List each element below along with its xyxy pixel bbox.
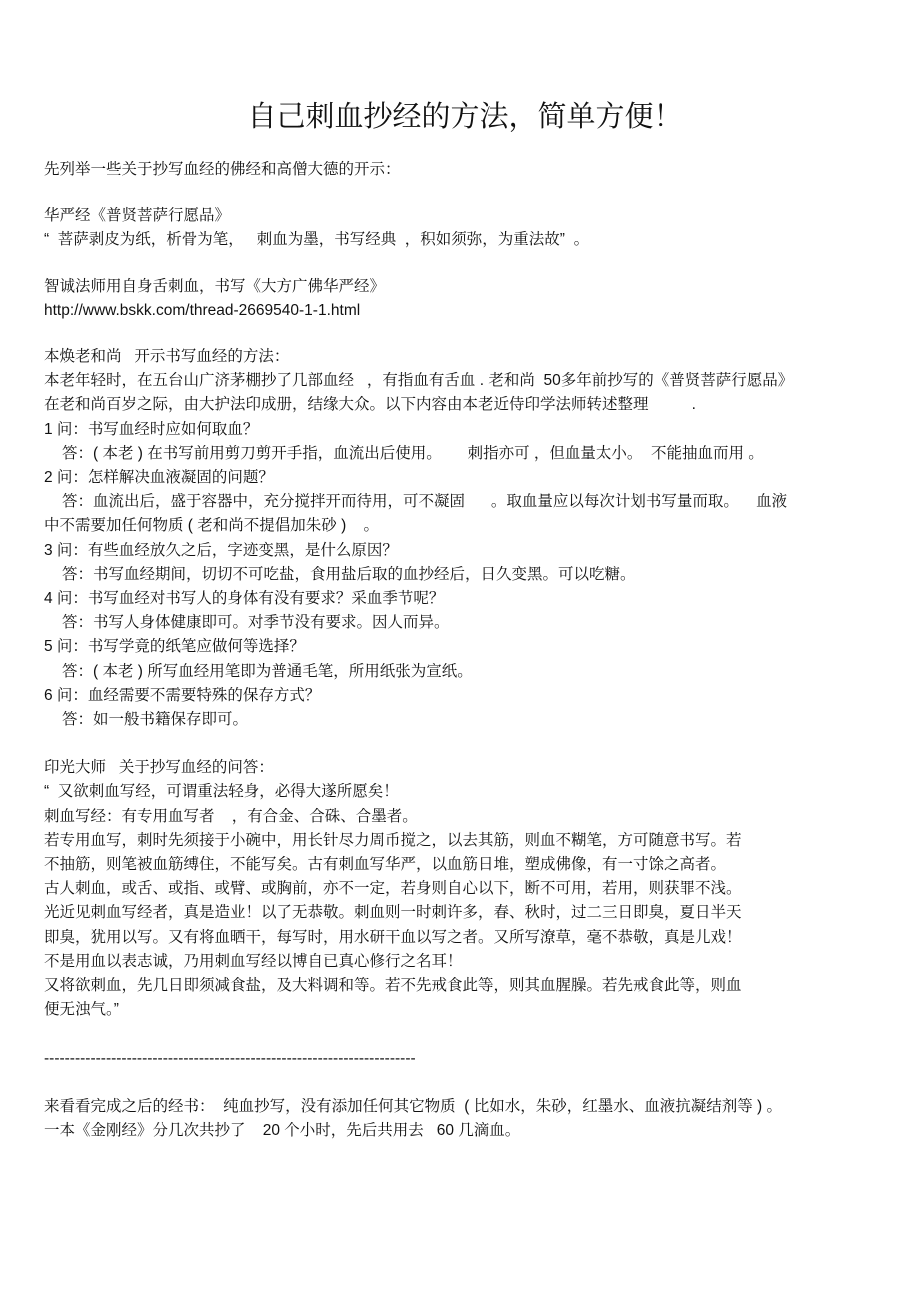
qa-question: 5 问：书写学竟的纸笔应做何等选择？ [44, 638, 305, 656]
qa-answer: 答：( 本老 ) 在书写前用剪刀剪开手指，血流出后使用。 刺指亦可 ，但血量太小。 不能抽血而用 。 [62, 444, 764, 462]
huayan-heading: 华严经《普贤菩萨行愿品》 [44, 207, 231, 225]
intro-text: 先列举一些关于抄写血经的佛经和高僧大德的开示： [44, 161, 401, 178]
zhicheng-link[interactable]: http://www.bskk.com/thread-2669540-1-1.html [44, 301, 361, 319]
yinguang-line: 不抽筋，则笔被血筋缚住，不能写矣。古有刺血写华严，以血筋日堆，塑成佛像，有一寸馀之高者。 [44, 856, 727, 874]
qa-answer: 答：书写血经期间，切切不可吃盐，食用盐后取的血抄经后，日久变黑。可以吃糖。 [62, 565, 636, 583]
document-body [44, 158, 894, 1143]
closing-line: 来看看完成之后的经书： 纯血抄写，没有添加任何其它物质 ( 比如水，朱砂，红墨水、血液抗凝结剂等 ) 。 [44, 1097, 782, 1115]
yinguang-line: 古人刺血，或舌、或指、或臂、或胸前，亦不一定，若身则自心以下，断不可用，若用，则获罪不浅。 [44, 880, 742, 898]
yinguang-line: 不是用血以表志诚，乃用刺血写经以博自已真心修行之名耳！ [44, 952, 463, 970]
qa-question: 4 问：书写血经对书写人的身体有没有要求？采血季节呢？ [44, 590, 445, 608]
qa-question: 6 问：血经需要不需要特殊的保存方式？ [44, 686, 321, 704]
dashed-divider: ------------------------------------------------------------------------ [44, 1049, 416, 1067]
yinguang-line: 即臭，犹用以写。又有将血晒干，每写时，用水研干血以写之者。又所写潦草，毫不恭敬，真是儿戏！ [44, 928, 742, 946]
yinguang-line: 光近见刺血写经者，真是造业！以了无恭敬。刺血则一时刺许多，春、秋时，过二三日即臭，夏日半天 [44, 904, 742, 922]
zhicheng-heading: 智诚法师用自身舌刺血，书写《大方广佛华严经》 [44, 277, 386, 295]
yinguang-line: 便无浊气。” [44, 1001, 119, 1019]
qa-answer-continued: 中不需要加任何物质 ( 老和尚不提倡加朱砂 ) 。 [44, 517, 379, 535]
qa-question: 3 问：有些血经放久之后，字迹变黑，是什么原因？ [44, 541, 398, 559]
yinguang-line: “ 又欲刺血写经，可谓重法轻身，必得大遂所愿矣！ [44, 783, 399, 801]
yinguang-line: 又将欲刺血，先几日即须减食盐，及大料调和等。若不先戒食此等，则其血腥臊。若先戒食此等，则血 [44, 977, 742, 995]
page-title: 自己刺血抄经的方法，简单方便！ [247, 101, 683, 133]
yinguang-line: 刺血写经：有专用血写者 ，有合金、合硃、合墨者。 [44, 807, 418, 825]
benhuan-line: 在老和尚百岁之际，由大护法印成册，结缘大众。以下内容由本老近侍印学法师转述整理 . [44, 396, 696, 414]
yinguang-line: 若专用血写，刺时先须接于小碗中，用长针尽力周币搅之，以去其筋，则血不糊笔，方可随意书写。若 [44, 831, 742, 849]
qa-question: 1 问：书写血经时应如何取血？ [44, 420, 259, 438]
qa-answer: 答：书写人身体健康即可。对季节没有要求。因人而异。 [62, 614, 450, 632]
qa-answer: 答：如一般书籍保存即可。 [62, 711, 249, 729]
qa-question: 2 问：怎样解决血液凝固的问题？ [44, 469, 274, 487]
qa-answer: 答：( 本老 ) 所写血经用笔即为普通毛笔，所用纸张为宣纸。 [62, 662, 473, 680]
benhuan-line: 本老年轻时，在五台山广济茅棚抄了几部血经 ，有指血有舌血 . 老和尚 50多年前抄写的《普贤菩萨行愿品》 [44, 372, 794, 390]
yinguang-heading: 印光大师 关于抄写血经的问答： [44, 759, 274, 777]
qa-answer: 答：血流出后，盛于容器中，充分搅拌开而待用，可不凝固 。取血量应以每次计划书写量而取。 血液 [62, 493, 788, 511]
benhuan-heading: 本焕老和尚 开示书写血经的方法： [44, 348, 290, 366]
huayan-quote: “ 菩萨剥皮为纸，析骨为笔， 刺血为墨，书写经典 ，积如须弥，为重法故” 。 [44, 231, 590, 249]
closing-line: 一本《金刚经》分几次共抄了 20 个小时，先后共用去 60 几滴血。 [44, 1121, 521, 1139]
